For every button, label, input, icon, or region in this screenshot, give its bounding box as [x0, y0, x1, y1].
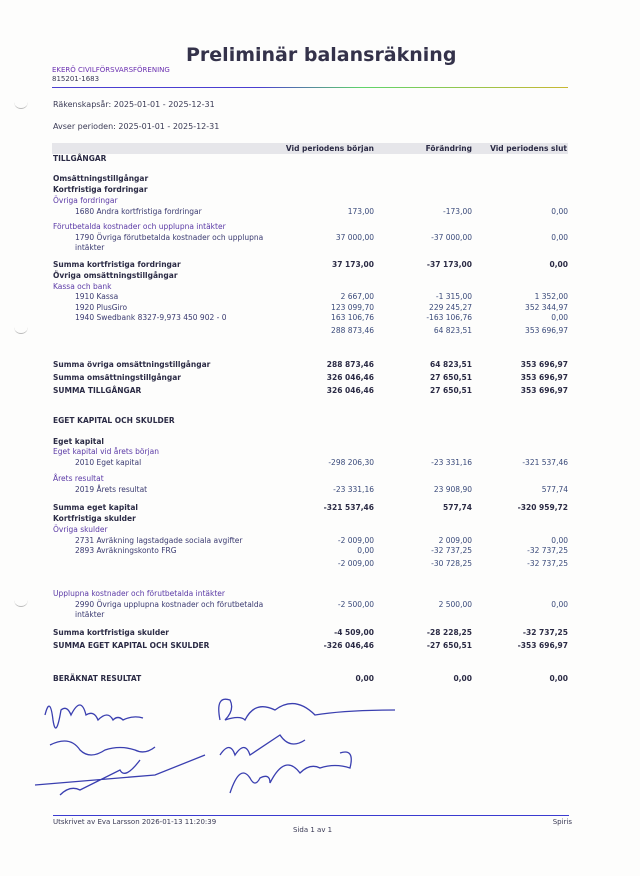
- subtotal-row: [0, 559, 640, 570]
- value-start: -23 331,16: [333, 485, 374, 494]
- sum-row: [0, 360, 640, 371]
- value-end: 353 696,97: [520, 360, 568, 369]
- value-end: -32 737,25: [522, 628, 568, 637]
- report-period: Avser perioden: 2025-01-01 - 2025-12-31: [53, 122, 220, 131]
- row-label: 1680 Andra kortfristiga fordringar: [75, 207, 202, 216]
- account-row: [0, 292, 640, 303]
- value-start: -321 537,46: [323, 503, 374, 512]
- sum-row: [0, 503, 640, 514]
- group-label-row: [0, 474, 640, 485]
- value-end: 0,00: [551, 536, 568, 545]
- value-start: -2 500,00: [337, 600, 374, 609]
- row-label: Kassa och bank: [53, 282, 112, 291]
- handwritten-signatures: [30, 685, 410, 805]
- group-label-row: [0, 589, 640, 600]
- value-start: 0,00: [355, 674, 374, 683]
- brand: Spiris: [552, 818, 572, 826]
- value-start: -4 509,00: [334, 628, 374, 637]
- sum-row: [0, 386, 640, 397]
- row-label: 2019 Årets resultat: [75, 485, 148, 494]
- value-end: -32 737,25: [527, 559, 568, 568]
- value-change: -27 650,51: [426, 641, 472, 650]
- value-start: 0,00: [357, 546, 374, 555]
- row-label: Eget kapital vid årets början: [53, 447, 159, 456]
- row-label: 1790 Övriga förutbetalda kostnader och upplupna: [75, 233, 264, 242]
- value-change: 64 823,51: [433, 326, 472, 335]
- group-label-row: [0, 447, 640, 458]
- account-row: [0, 207, 640, 218]
- value-change: -28 228,25: [426, 628, 472, 637]
- value-start: 123 099,70: [331, 303, 374, 312]
- row-label: SUMMA TILLGÅNGAR: [53, 386, 142, 395]
- value-end: 0,00: [551, 600, 568, 609]
- value-start: -326 046,46: [323, 641, 374, 650]
- page-title: Preliminär balansräkning: [186, 44, 457, 66]
- sum-row: [0, 373, 640, 384]
- sum-row: [0, 641, 640, 652]
- row-label: 1910 Kassa: [75, 292, 119, 301]
- column-header-start: Vid periodens början: [285, 144, 374, 153]
- row-label: Summa eget kapital: [53, 503, 138, 512]
- row-label: Summa övriga omsättningstillgångar: [53, 360, 211, 369]
- value-end: 0,00: [549, 674, 568, 683]
- subtotal-row: [0, 326, 640, 337]
- value-change: 2 009,00: [438, 536, 472, 545]
- row-label: Kortfristiga skulder: [53, 514, 136, 523]
- fiscal-year: Räkenskapsår: 2025-01-01 - 2025-12-31: [53, 100, 215, 109]
- row-label: EGET KAPITAL OCH SKULDER: [53, 416, 175, 425]
- value-change: -30 728,25: [431, 559, 472, 568]
- row-label: 2990 Övriga upplupna kostnader och förutbetalda: [75, 600, 264, 609]
- value-end: 0,00: [551, 313, 568, 322]
- printed-by: Utskrivet av Eva Larsson 2026-01-13 11:20:39: [53, 818, 217, 826]
- row-label: Årets resultat: [53, 474, 104, 483]
- section-heading: [0, 514, 640, 525]
- value-end: 0,00: [549, 260, 568, 269]
- value-start: -298 206,30: [328, 458, 374, 467]
- value-end: -320 959,72: [517, 503, 568, 512]
- section-heading: [0, 174, 640, 185]
- value-start: 163 106,76: [331, 313, 374, 322]
- value-end: -353 696,97: [517, 641, 568, 650]
- value-start: -2 009,00: [337, 559, 374, 568]
- row-label: 2893 Avräkningskonto FRG: [75, 546, 177, 555]
- value-start: 2 667,00: [340, 292, 374, 301]
- account-row: [0, 313, 640, 324]
- group-label-row: [0, 525, 640, 536]
- column-header-change: Förändring: [425, 144, 472, 153]
- section-heading: [0, 185, 640, 196]
- value-start: -2 009,00: [337, 536, 374, 545]
- value-end: -321 537,46: [522, 458, 568, 467]
- section-heading: [0, 154, 640, 165]
- table-header: [52, 143, 568, 154]
- value-change: 27 650,51: [430, 386, 472, 395]
- value-change: -37 173,00: [426, 260, 472, 269]
- row-label: 2731 Avräkning lagstadgade sociala avgifter: [75, 536, 243, 545]
- row-label: BERÄKNAT RESULTAT: [53, 674, 142, 683]
- value-end: 0,00: [551, 207, 568, 216]
- value-change: 229 245,27: [429, 303, 472, 312]
- row-label: Omsättningstillgångar: [53, 174, 149, 183]
- value-change: -37 000,00: [431, 233, 472, 242]
- row-label-continued: intäkter: [75, 243, 105, 252]
- page-number: Sida 1 av 1: [293, 826, 333, 834]
- row-label: Förutbetalda kostnader och upplupna intäkter: [53, 222, 226, 231]
- value-end: 577,74: [541, 485, 568, 494]
- group-label-row: [0, 196, 640, 207]
- header-divider: [52, 87, 568, 88]
- row-label: TILLGÅNGAR: [53, 154, 107, 163]
- sum-row: [0, 674, 640, 685]
- value-change: -32 737,25: [431, 546, 472, 555]
- value-start: 37 000,00: [335, 233, 374, 242]
- row-label: 2010 Eget kapital: [75, 458, 142, 467]
- row-label: Övriga omsättningstillgångar: [53, 271, 178, 280]
- row-label: Övriga skulder: [53, 525, 108, 534]
- account-row: [0, 485, 640, 496]
- value-end: 1 352,00: [534, 292, 568, 301]
- value-end: 353 696,97: [525, 326, 568, 335]
- value-change: 64 823,51: [430, 360, 472, 369]
- value-change: -1 315,00: [435, 292, 472, 301]
- section-heading: [0, 416, 640, 427]
- footer-divider: [53, 815, 569, 816]
- account-row: [0, 600, 640, 619]
- row-label: Övriga fordringar: [53, 196, 118, 205]
- value-change: -173,00: [443, 207, 472, 216]
- value-change: 0,00: [453, 674, 472, 683]
- value-end: 353 696,97: [520, 386, 568, 395]
- value-end: 353 696,97: [520, 373, 568, 382]
- value-start: 173,00: [347, 207, 374, 216]
- row-label: Summa kortfristiga fordringar: [53, 260, 181, 269]
- account-row: [0, 546, 640, 557]
- group-label-row: [0, 222, 640, 233]
- punch-hole: [14, 100, 28, 109]
- row-label: Eget kapital: [53, 437, 104, 446]
- sum-row: [0, 260, 640, 271]
- value-change: 27 650,51: [430, 373, 472, 382]
- value-start: 326 046,46: [326, 373, 374, 382]
- row-label-continued: intäkter: [75, 610, 105, 619]
- account-row: [0, 458, 640, 469]
- column-header-end: Vid periodens slut: [490, 144, 567, 153]
- organization-name: EKERÖ CIVILFÖRSVARSFÖRENING: [52, 66, 170, 74]
- value-end: 0,00: [551, 233, 568, 242]
- row-label: 1940 Swedbank 8327-9,973 450 902 - 0: [75, 313, 227, 322]
- value-change: 2 500,00: [438, 600, 472, 609]
- value-end: 352 344,97: [525, 303, 568, 312]
- row-label: Summa omsättningstillgångar: [53, 373, 181, 382]
- value-start: 288 873,46: [331, 326, 374, 335]
- account-row: [0, 233, 640, 252]
- row-label: 1920 PlusGiro: [75, 303, 128, 312]
- row-label: Upplupna kostnader och förutbetalda intäkter: [53, 589, 225, 598]
- value-change: 577,74: [443, 503, 472, 512]
- value-start: 288 873,46: [326, 360, 374, 369]
- row-label: Summa kortfristiga skulder: [53, 628, 169, 637]
- value-start: 326 046,46: [326, 386, 374, 395]
- section-heading: [0, 271, 640, 282]
- value-change: 23 908,90: [433, 485, 472, 494]
- value-start: 37 173,00: [332, 260, 374, 269]
- row-label: Kortfristiga fordringar: [53, 185, 148, 194]
- sum-row: [0, 628, 640, 639]
- value-end: -32 737,25: [527, 546, 568, 555]
- value-change: -23 331,16: [431, 458, 472, 467]
- value-change: -163 106,76: [426, 313, 472, 322]
- organization-number: 815201-1683: [52, 75, 100, 83]
- row-label: SUMMA EGET KAPITAL OCH SKULDER: [53, 641, 210, 650]
